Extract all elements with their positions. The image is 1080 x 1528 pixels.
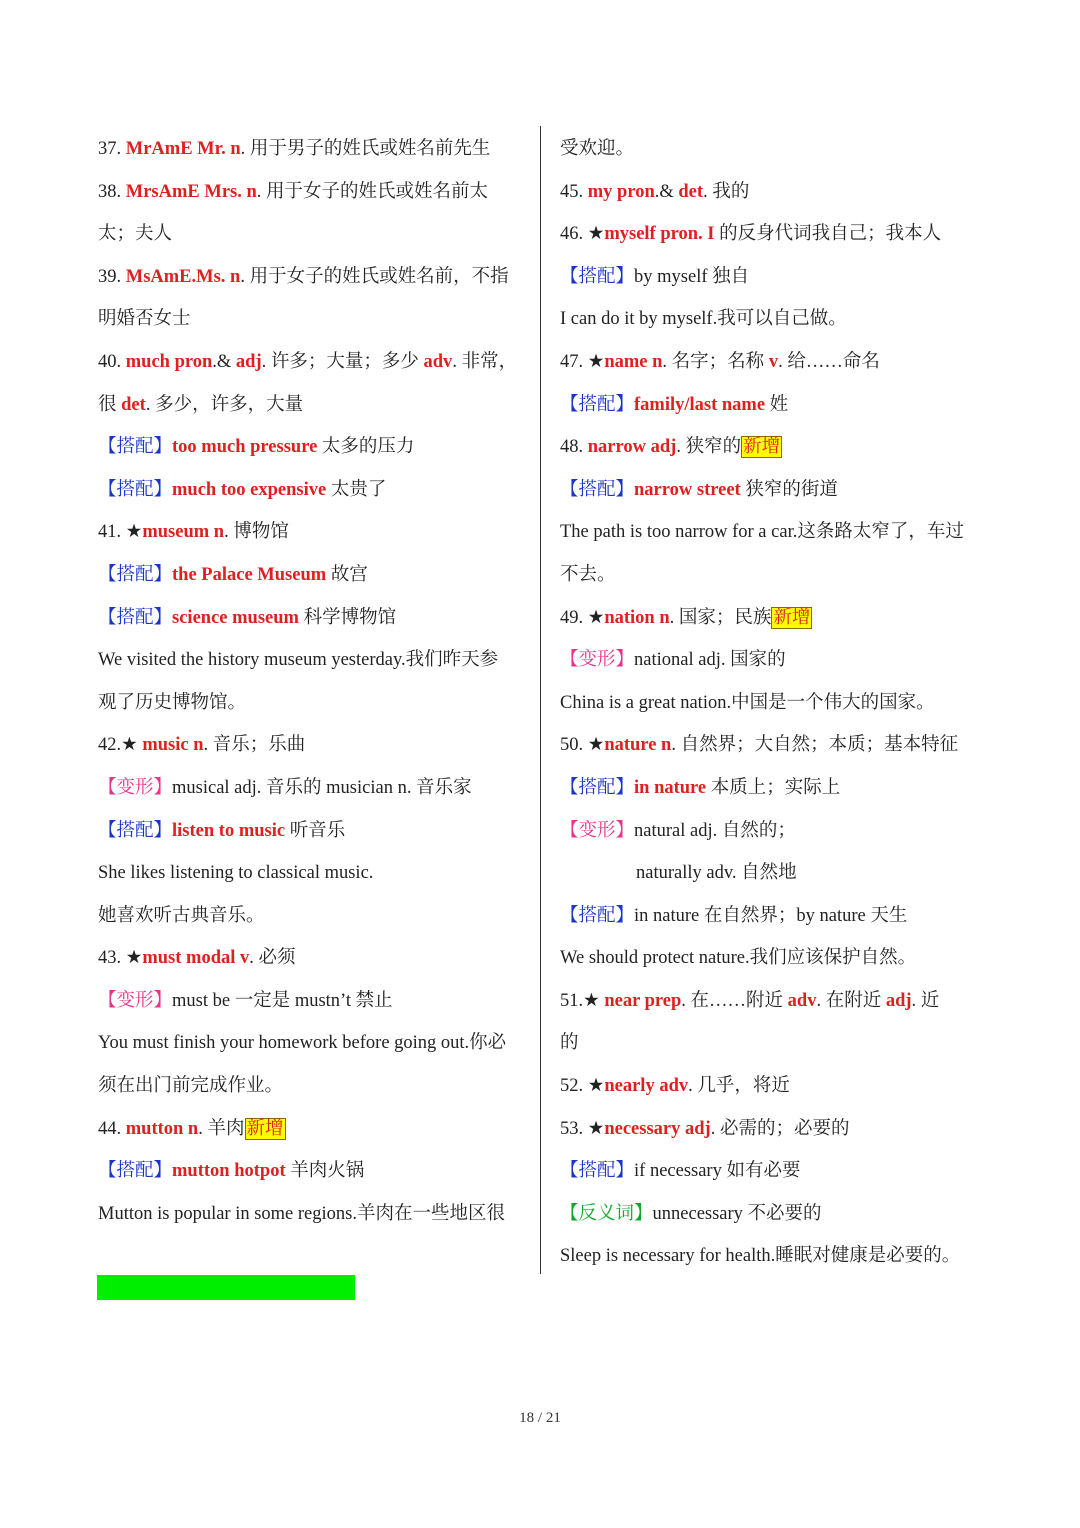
example-sentence: 受欢迎。 (560, 139, 635, 159)
headword: MsAmE.Ms. n (125, 266, 241, 287)
collocation-tag: 【搭配】 (560, 394, 635, 415)
entry-number: 47. (560, 351, 588, 372)
star-icon: ★ (587, 607, 605, 628)
entry-39 (98, 256, 530, 299)
collocation-tag: 【搭配】 (560, 1161, 635, 1182)
part-of-speech: det (121, 394, 146, 415)
collocation-tag: 【搭配】 (98, 479, 173, 500)
collocation-phrase: listen to music (172, 820, 286, 841)
star-icon: ★ (583, 990, 605, 1011)
entry-53 (560, 1108, 996, 1151)
translation: 狭窄的街道 (740, 479, 838, 500)
entry-number: 42. (98, 735, 122, 756)
new-word-badge: 新增 (773, 607, 811, 628)
headword: narrow adj (587, 437, 677, 458)
collocation-line (560, 767, 996, 810)
headword: name n (604, 351, 663, 372)
part-of-speech: adv (787, 990, 817, 1011)
entry-51 (560, 980, 996, 1023)
variant-text: musical adj. 音乐的 musician n. 音乐家 (172, 777, 472, 798)
headword: museum n (142, 522, 225, 543)
translation: 羊肉火锅 (285, 1161, 365, 1182)
definition: . 几乎，将近 (688, 1076, 790, 1097)
entry-number: 45. (560, 181, 588, 202)
variant-continuation: naturally adv. 自然地 (636, 863, 797, 884)
entry-number: 46. (560, 224, 588, 245)
headword: my pron (587, 181, 655, 202)
entry-number: 49. (560, 607, 588, 628)
collocation-phrase: much too expensive (172, 479, 327, 500)
entry-number: 50. (560, 735, 588, 756)
definition: . 音乐；乐曲 (203, 735, 306, 756)
headword: music n (142, 735, 204, 756)
collocation-tag: 【搭配】 (98, 564, 173, 585)
example-sentence: 不去。 (560, 564, 616, 585)
example-sentence: We visited the history museum yesterday.我们昨天参 (98, 650, 499, 671)
definition: . 必须 (249, 948, 296, 969)
collocation-phrase: science museum (172, 607, 299, 628)
collocation-tag: 【搭配】 (560, 777, 635, 798)
star-icon: ★ (587, 1118, 605, 1139)
antonym-text: unnecessary 不必要的 (652, 1203, 822, 1224)
star-icon: ★ (587, 351, 605, 372)
variant-tag: 【变形】 (98, 777, 173, 798)
star-icon: ★ (587, 224, 605, 245)
collocation-phrase: too much pressure (172, 437, 318, 458)
entry-49 (560, 597, 996, 640)
entry-number: 37. (98, 139, 122, 159)
entry-number: 51. (560, 990, 584, 1011)
collocation-line (98, 1150, 530, 1193)
collocation-line (98, 469, 530, 512)
translation: 太贵了 (326, 479, 387, 500)
antonym-tag: 【反义词】 (560, 1203, 653, 1224)
variant-text: must be 一定是 mustn’t 禁止 (172, 990, 393, 1011)
translation: 科学博物馆 (298, 607, 397, 628)
headword: much pron (125, 351, 213, 372)
star-icon: ★ (587, 735, 605, 756)
part-of-speech: det (678, 181, 704, 202)
collocation-phrase: family/last name (634, 394, 766, 415)
collocation-phrase: the Palace Museum (172, 564, 327, 585)
example-sentence: You must finish your homework before going out.你必 (98, 1033, 507, 1054)
entry-41 (98, 511, 530, 554)
example-sentence: Sleep is necessary for health.睡眠对健康是必要的。 (560, 1246, 961, 1267)
variant-line (560, 639, 996, 682)
translation: 太多的压力 (317, 437, 415, 458)
entry-40-continuation (98, 384, 530, 427)
entry-40 (98, 341, 530, 384)
entry-number: 43. (98, 948, 126, 969)
star-icon: ★ (125, 522, 143, 543)
entry-44 (98, 1108, 530, 1151)
definition: . 羊肉 (198, 1118, 245, 1139)
example-sentence: China is a great nation.中国是一个伟大的国家。 (560, 692, 935, 713)
collocation-text: if necessary 如有必要 (634, 1161, 801, 1182)
right-column (560, 128, 996, 1278)
definition: . 狭窄的 (676, 437, 742, 458)
entry-43 (98, 937, 530, 980)
definition-text: . 在……附近 (681, 990, 788, 1011)
star-icon: ★ (587, 1076, 605, 1097)
collocation-tag: 【搭配】 (98, 1161, 173, 1182)
entry-50 (560, 724, 996, 767)
collocation-phrase: narrow street (634, 479, 741, 500)
definition-text: .& (654, 181, 679, 202)
collocation-text: by myself 独自 (634, 266, 750, 287)
headword: must modal v (142, 948, 250, 969)
collocation-tag: 【搭配】 (98, 820, 173, 841)
entry-38 (98, 171, 530, 214)
definition: . 自然界；大自然；本质；基本特征 (671, 735, 959, 756)
example-sentence: Mutton is popular in some regions.羊肉在一些地区很 (98, 1203, 505, 1224)
variant-tag: 【变形】 (560, 650, 635, 671)
entry-46 (560, 213, 996, 256)
entry-48 (560, 426, 996, 469)
collocation-tag: 【搭配】 (560, 479, 635, 500)
collocation-line (98, 810, 530, 853)
collocation-tag: 【搭配】 (98, 437, 173, 458)
collocation-phrase: mutton hotpot (172, 1161, 286, 1182)
green-highlight-bar (97, 1275, 355, 1300)
part-of-speech: adv (423, 351, 453, 372)
entry-52 (560, 1065, 996, 1108)
column-divider (540, 126, 541, 1274)
headword: myself pron. I (604, 224, 715, 245)
definition-text: . 近 (911, 990, 940, 1011)
definition-text: . 名字；名称 (662, 351, 769, 372)
translation: 听音乐 (285, 820, 346, 841)
antonym-line (560, 1193, 996, 1236)
headword: MrsAmE Mrs. n (125, 181, 257, 202)
page-number: 18 / 21 (519, 1410, 561, 1426)
collocation-line (560, 256, 996, 299)
collocation-tag: 【搭配】 (560, 905, 635, 926)
definition: . 博物馆 (224, 522, 289, 543)
new-word-badge: 新增 (246, 1118, 284, 1139)
new-word-badge: 新增 (743, 437, 781, 458)
star-icon: ★ (125, 948, 143, 969)
left-column (98, 128, 530, 1235)
definition: . 国家；民族 (669, 607, 772, 628)
definition-text: .& (212, 351, 236, 372)
example-sentence: 须在出门前完成作业。 (98, 1076, 284, 1097)
headword: nature n (604, 735, 672, 756)
entry-45 (560, 171, 996, 214)
part-of-speech: adj (885, 990, 912, 1011)
headword: nearly adv (604, 1076, 689, 1097)
translation: 姓 (765, 394, 789, 415)
translation: 故宫 (326, 564, 368, 585)
entry-number: 39. (98, 266, 122, 287)
collocation-line (98, 554, 530, 597)
entry-number: 53. (560, 1118, 588, 1139)
definition: . 用于女子的姓氏或姓名前，不指 (240, 266, 509, 287)
collocation-phrase: in nature (634, 777, 707, 798)
entry-number: 40. (98, 351, 122, 372)
definition: . 用于男子的姓氏或姓名前先生 (240, 139, 491, 159)
headword: MrAmE Mr. n (125, 139, 241, 159)
variant-line (98, 767, 530, 810)
example-sentence: 观了历史博物馆。 (98, 692, 247, 713)
collocation-line (98, 597, 530, 640)
entry-number: 38. (98, 181, 122, 202)
entry-number: 52. (560, 1076, 588, 1097)
headword: mutton n (125, 1118, 199, 1139)
variant-text: natural adj. 自然的； (634, 820, 796, 841)
definition-text: . 多少，许多，大量 (145, 394, 304, 415)
entry-37 (98, 128, 530, 171)
part-of-speech: adj (235, 351, 262, 372)
part-of-speech: v (768, 351, 779, 372)
collocation-line (560, 895, 996, 938)
example-sentence: The path is too narrow for a car.这条路太窄了，车过 (560, 522, 964, 543)
collocation-tag: 【搭配】 (560, 266, 635, 287)
variant-line (98, 980, 530, 1023)
entry-38-continuation: 太；夫人 (98, 224, 173, 245)
definition: . 用于女子的姓氏或姓名前太 (256, 181, 489, 202)
headword: nation n (604, 607, 670, 628)
entry-39-continuation: 明婚否女士 (98, 309, 191, 330)
collocation-tag: 【搭配】 (98, 607, 173, 628)
entry-51-continuation: 的 (560, 1033, 579, 1054)
translation: 本质上；实际上 (706, 777, 841, 798)
definition-text: . 我的 (703, 181, 750, 202)
example-sentence: She likes listening to classical music. (98, 863, 374, 884)
headword: near prep (604, 990, 682, 1011)
entry-number: 44. (98, 1118, 126, 1139)
variant-text: national adj. 国家的 (634, 650, 786, 671)
example-sentence: 她喜欢听古典音乐。 (98, 905, 265, 926)
entry-47 (560, 341, 996, 384)
entry-number: 48. (560, 437, 588, 458)
variant-line (560, 810, 996, 853)
entry-number: 41. (98, 522, 126, 543)
definition: 的反身代词我自己；我本人 (714, 224, 942, 245)
collocation-line (560, 469, 996, 512)
definition: . 必需的；必要的 (710, 1118, 850, 1139)
definition-text: . 在附近 (816, 990, 886, 1011)
definition-text: . 给……命名 (778, 351, 880, 372)
variant-tag: 【变形】 (560, 820, 635, 841)
definition-text: . 非常， (452, 351, 518, 372)
collocation-line (98, 426, 530, 469)
example-sentence: I can do it by myself.我可以自己做。 (560, 309, 847, 330)
definition-text: . 许多；大量；多少 (261, 351, 424, 372)
headword: necessary adj (604, 1118, 711, 1139)
entry-42 (98, 724, 530, 767)
collocation-line (560, 1150, 996, 1193)
star-icon: ★ (121, 735, 143, 756)
example-sentence: We should protect nature.我们应该保护自然。 (560, 948, 917, 969)
definition-text: 很 (98, 394, 122, 415)
collocation-text: in nature 在自然界；by nature 天生 (634, 905, 908, 926)
collocation-line (560, 384, 996, 427)
variant-tag: 【变形】 (98, 990, 173, 1011)
